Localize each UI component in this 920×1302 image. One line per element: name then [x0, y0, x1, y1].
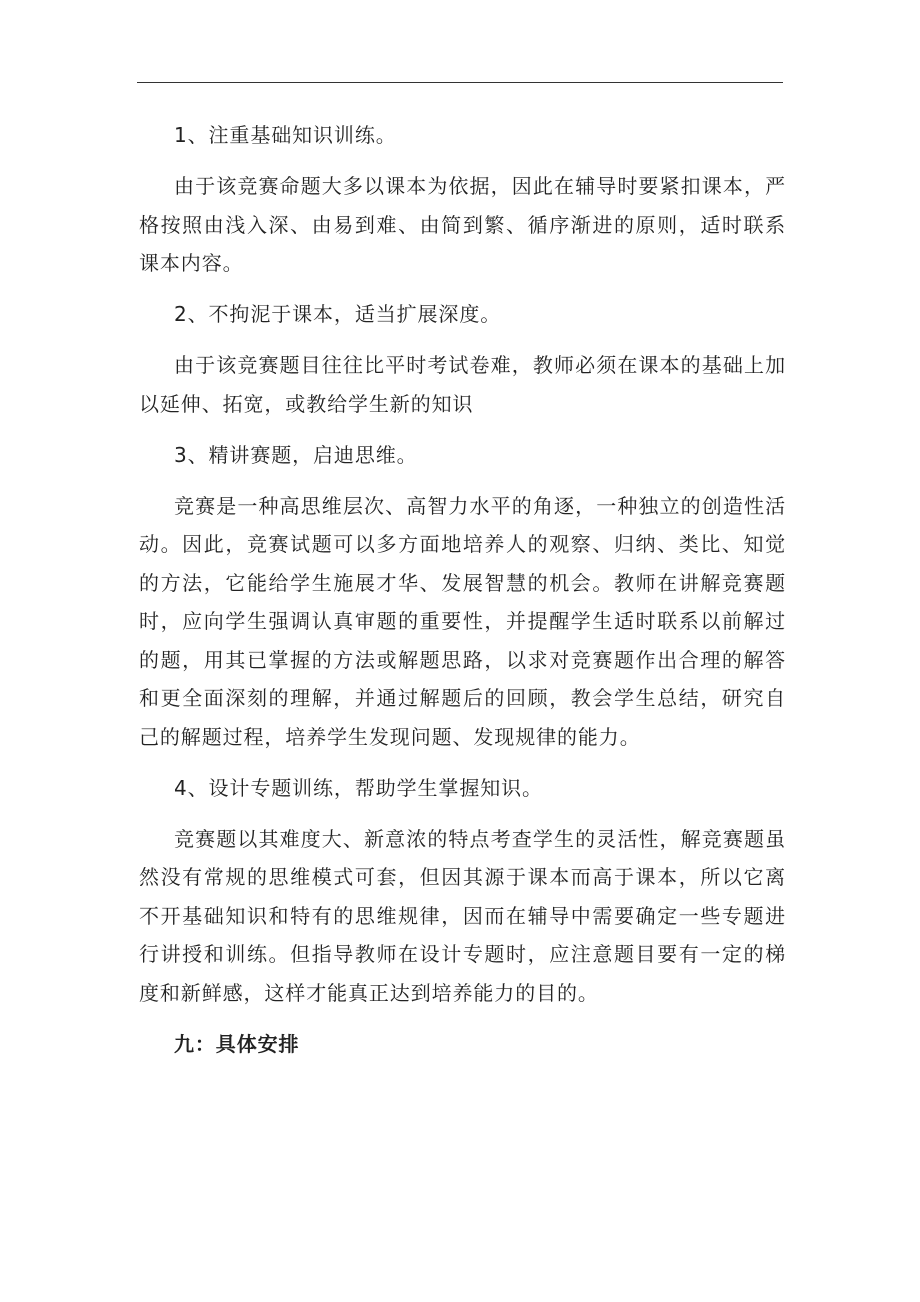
section-heading: 九：具体安排: [174, 1031, 300, 1056]
header-rule: [137, 82, 783, 83]
point-4-heading: 4、设计专题训练，帮助学生掌握知识。: [174, 775, 543, 800]
point-1-heading: 1、注重基础知识训练。: [174, 123, 397, 147]
point-2-heading: 2、不拘泥于课本，适当扩展深度。: [174, 302, 502, 326]
point-1-body: 由于该竞赛命题大多以课本为依据，因此在辅导时要紧扣课本，严格按照由浅入深、由易到难、由简到繁、循序渐进的原则，适时联系课本内容。: [139, 174, 786, 275]
document-body: [139, 116, 786, 1076]
point-3-body: 竞赛是一种高思维层次、高智力水平的角逐，一种独立的创造性活动。因此，竞赛试题可以多方面地培养人的观察、归纳、类比、知觉的方法，它能给学生施展才华、发展智慧的机会。教师在讲解竞赛题时，应向学生强调认真审题的重要性，并提醒学生适时联系以前解过的题，用其已掌握的方法或解题思路，以求对竞赛题作出合理的解答和更全面深刻的理解，并通过解题后的回顾，教会学生总结，研究自己的解题过程，培养学生发现问题、发现规律的能力。: [139, 493, 786, 749]
point-4-body: 竞赛题以其难度大、新意浓的特点考查学生的灵活性，解竞赛题虽然没有常规的思维模式可套，但因其源于课本而高于课本，所以它离不开基础知识和特有的思维规律，因而在辅导中需要确定一些专题进行讲授和训练。但指导教师在设计专题时，应注意题目要有一定的梯度和新鲜感，这样才能真正达到培养能力的目的。: [139, 826, 786, 1005]
point-2-body: 由于该竞赛题目往往比平时考试卷难，教师必须在课本的基础上加以延伸、拓宽，或教给学生新的知识: [139, 353, 786, 416]
point-3-heading: 3、精讲赛题，启迪思维。: [174, 442, 418, 467]
